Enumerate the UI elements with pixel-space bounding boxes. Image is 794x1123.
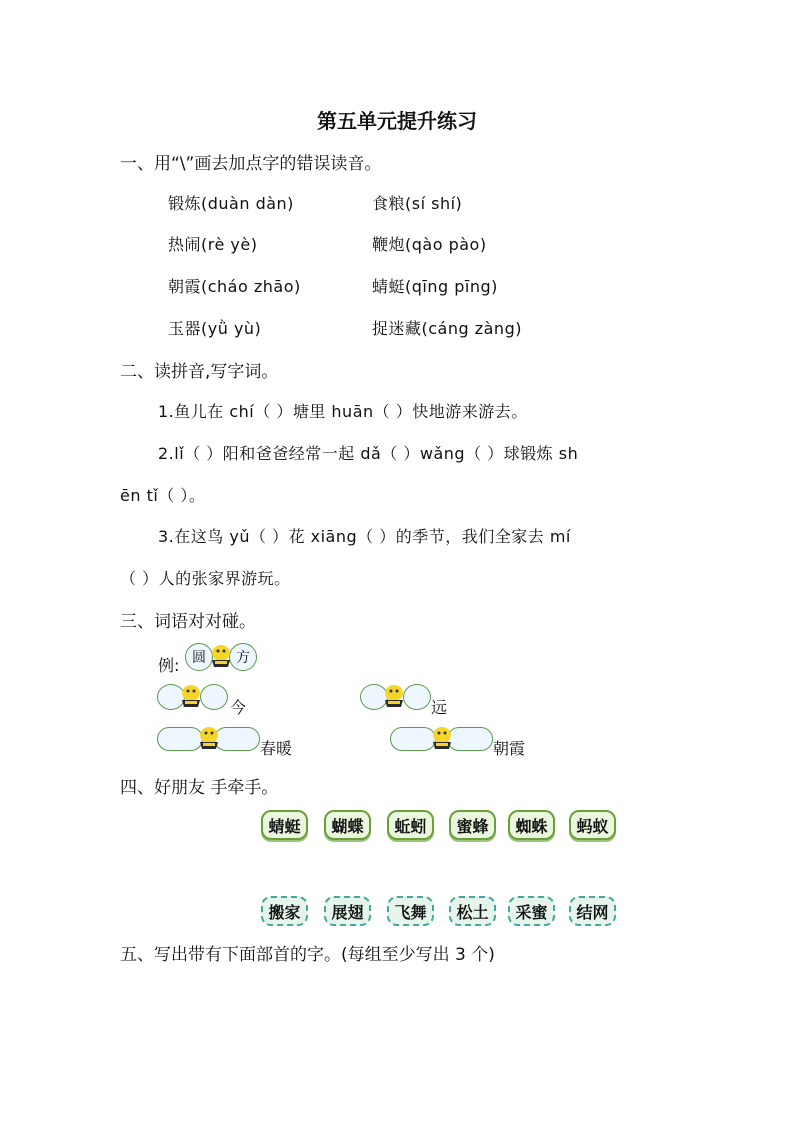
pair4-word: 朝霞 bbox=[493, 739, 526, 758]
section-3-heading: 三、词语对对碰。 bbox=[120, 612, 256, 632]
pinyin-item-7: 玉器(yǜ yù) bbox=[168, 319, 262, 338]
pinyin-item-1: 锻炼(duàn dàn) bbox=[168, 194, 294, 213]
fill-line-1: 1.鱼儿在 chí（ ）塘里 huān（ ）快地游来游去。 bbox=[158, 402, 528, 421]
action-word-2[interactable]: 展翅 bbox=[324, 896, 371, 926]
page-title: 第五单元提升练习 bbox=[317, 109, 477, 133]
animal-word-1[interactable]: 蜻蜓 bbox=[261, 810, 308, 840]
bee-icon bbox=[379, 680, 409, 710]
pinyin-item-3: 热闹(rè yè) bbox=[168, 235, 258, 254]
action-word-5[interactable]: 采蜜 bbox=[508, 896, 555, 926]
pair2-word: 远 bbox=[431, 698, 448, 717]
bee-icon bbox=[427, 722, 457, 752]
section-5-heading: 五、写出带有下面部首的字。(每组至少写出 3 个) bbox=[120, 945, 495, 965]
section-1-heading: 一、用“\”画去加点字的错误读音。 bbox=[120, 154, 382, 174]
section-2-heading: 二、读拼音,写字词。 bbox=[120, 362, 279, 382]
animal-word-6[interactable]: 蚂蚁 bbox=[569, 810, 616, 840]
action-word-1[interactable]: 搬家 bbox=[261, 896, 308, 926]
animal-word-3[interactable]: 蚯蚓 bbox=[387, 810, 434, 840]
section-4-heading: 四、好朋友 手牵手。 bbox=[120, 778, 279, 798]
pinyin-item-8: 捉迷藏(cáng zàng) bbox=[372, 319, 522, 338]
example-label: 例: bbox=[158, 656, 180, 675]
action-word-4[interactable]: 松土 bbox=[449, 896, 496, 926]
fill-line-3b: （ ）人的张家界游玩。 bbox=[120, 569, 291, 588]
action-word-6[interactable]: 结网 bbox=[569, 896, 616, 926]
pinyin-item-4: 鞭炮(qào pào) bbox=[372, 235, 487, 254]
pinyin-item-2: 食粮(sí shí) bbox=[372, 194, 463, 213]
pinyin-item-5: 朝霞(cháo zhāo) bbox=[168, 277, 301, 296]
fill-line-2a: 2.lǐ（ ）阳和爸爸经常一起 dǎ（ ）wǎng（ ）球锻炼 sh bbox=[158, 444, 579, 463]
bee-icon bbox=[206, 640, 236, 670]
bee-icon bbox=[194, 722, 224, 752]
example-right-char: 方 bbox=[236, 650, 250, 666]
pinyin-item-6: 蜻蜓(qīng pīng) bbox=[372, 277, 498, 296]
animal-word-2[interactable]: 蝴蝶 bbox=[324, 810, 371, 840]
animal-word-4[interactable]: 蜜蜂 bbox=[449, 810, 496, 840]
action-word-3[interactable]: 飞舞 bbox=[387, 896, 434, 926]
animal-word-5[interactable]: 蜘蛛 bbox=[508, 810, 555, 840]
fill-line-3a: 3.在这鸟 yǔ（ ）花 xiāng（ ）的季节，我们全家去 mí bbox=[158, 527, 571, 546]
pair1-word: 今 bbox=[230, 698, 247, 717]
bee-icon bbox=[176, 680, 206, 710]
pair3-word: 春暖 bbox=[260, 739, 293, 758]
example-left-char: 圆 bbox=[192, 650, 206, 666]
fill-line-2b: ēn tǐ（ ）。 bbox=[120, 486, 206, 505]
